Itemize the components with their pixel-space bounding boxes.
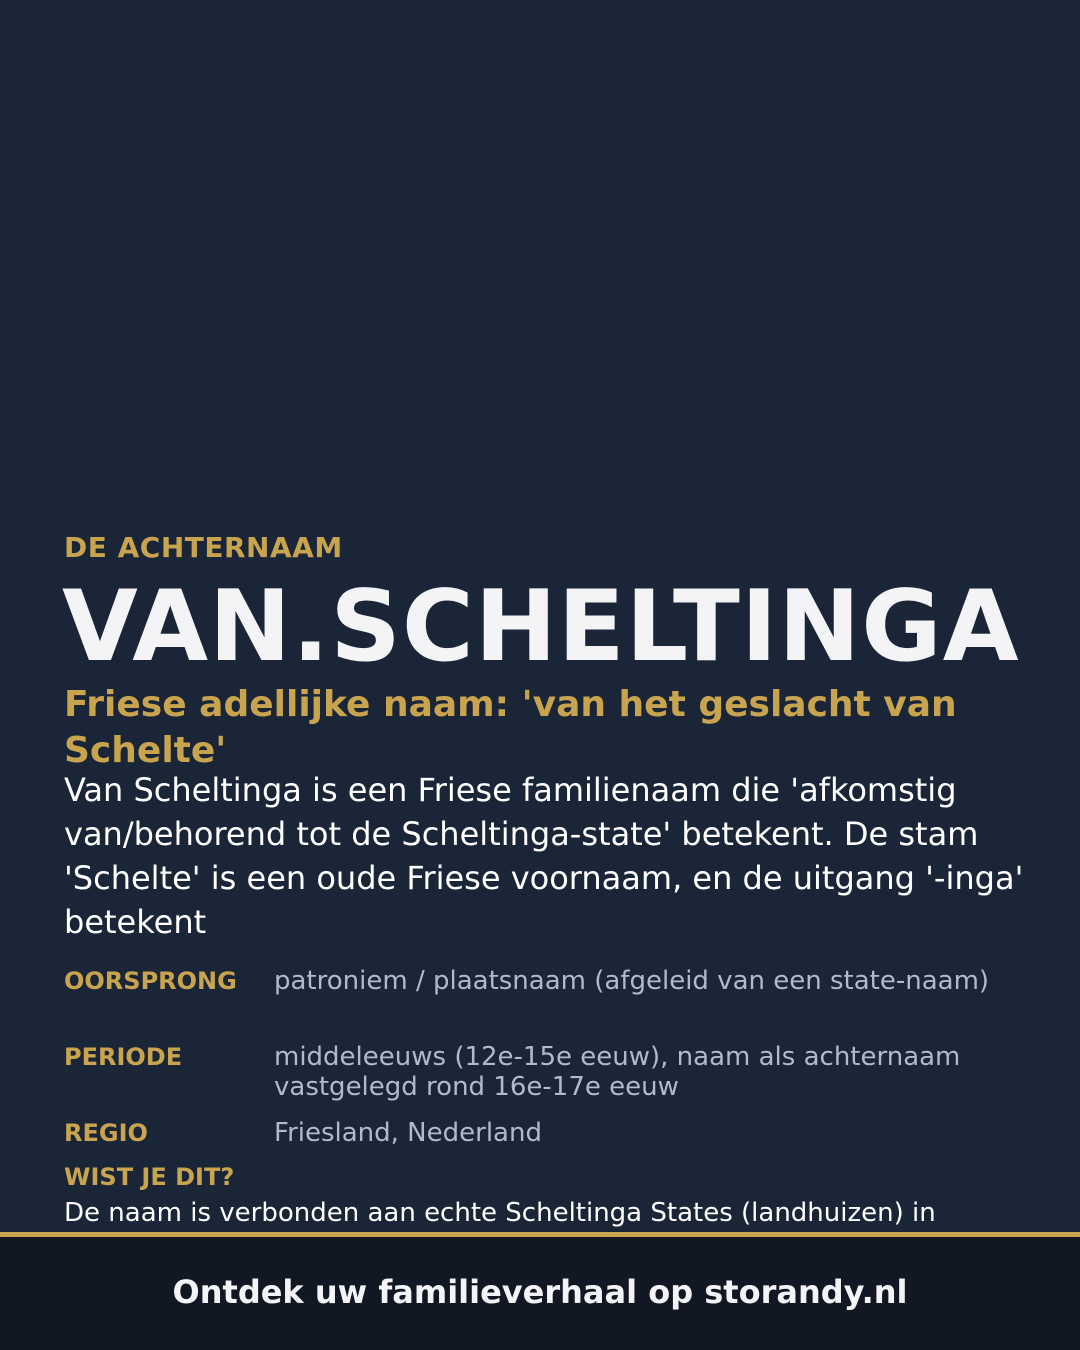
footer-cta-link[interactable]: Ontdek uw familieverhaal op storandy.nl: [172, 1273, 908, 1311]
detail-label: REGIO: [64, 1119, 148, 1147]
detail-label: OORSPRONG: [64, 967, 237, 995]
footer-bar: [0, 1237, 1080, 1350]
detail-value: middeleeuws (12e-15e eeuw), naam als achternaam vastgelegd rond 16e-17e eeuw: [274, 1042, 961, 1102]
meaning-subtitle: Friese adellijke naam: 'van het geslacht van Schelte': [64, 684, 957, 771]
fact-label: WIST JE DIT?: [64, 1163, 235, 1191]
eyebrow-label: DE ACHTERNAAM: [64, 531, 343, 564]
fact-text: De naam is verbonden aan echte Scheltinga States (landhuizen) in: [64, 1198, 936, 1228]
description-text: Van Scheltinga is een Friese familienaam die 'afkomstig van/behorend tot de Scheltinga-state' betekent. De stam 'Schelte' is een oude Friese voornaam, en de uitgang '-inga' betekent: [64, 771, 1024, 941]
detail-value: patroniem / plaatsnaam (afgeleid van een state-naam): [274, 966, 990, 996]
detail-label: PERIODE: [64, 1043, 183, 1071]
surname-title: VAN.SCHELTINGA: [62, 570, 1020, 684]
detail-value: Friesland, Nederland: [274, 1118, 542, 1148]
